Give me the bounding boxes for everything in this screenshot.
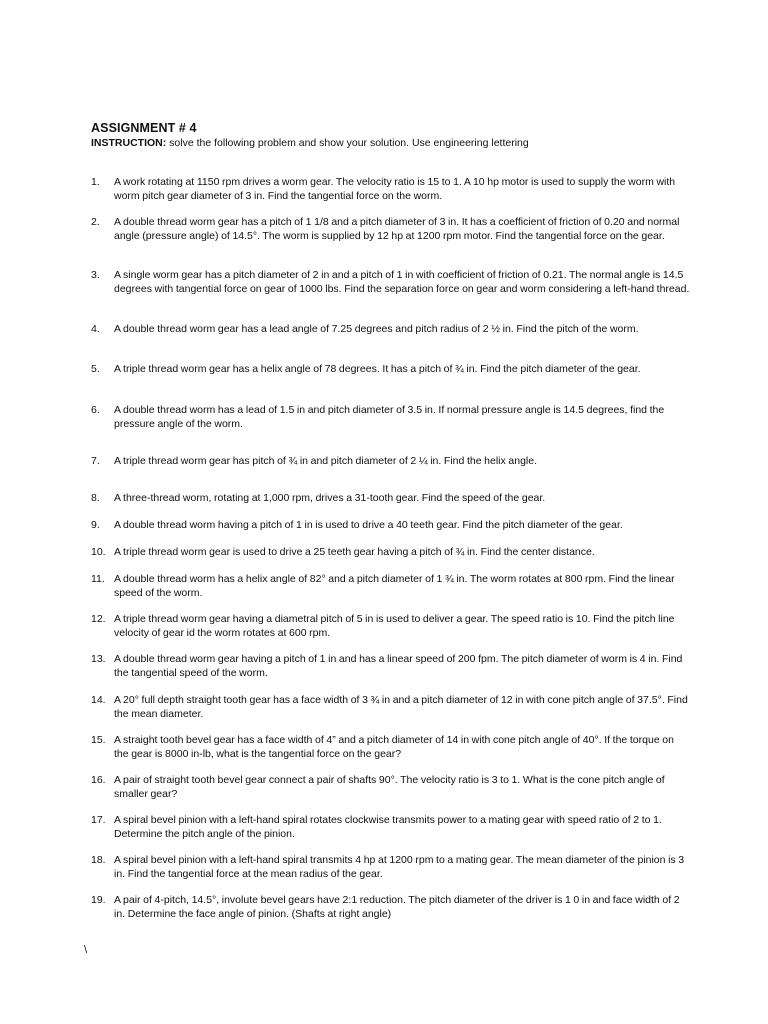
problem-text: A triple thread worm gear has a helix angle of 78 degrees. It has a pitch of ¾ in. Find the pitch diameter of the gear. (114, 363, 641, 375)
problem-item (91, 854, 691, 881)
problem-text: A triple thread worm gear having a diametral pitch of 5 in is used to deliver a gear. The speed ratio is 10. Find the pitch line velocity of gear id the worm rotates at 600 rpm. (114, 613, 675, 639)
problem-item (91, 653, 691, 680)
problem-item (91, 894, 691, 921)
problem-text: A double thread worm gear has a pitch of 1 1/8 and a pitch diameter of 3 in. It has a coefficient of friction of 0.20 and normal angle (pressure angle) of 14.5°. The worm is supplied by 12 hp at 1200 rpm motor. Find the tangential force on the gear. (114, 216, 680, 242)
problem-number: 3. (91, 269, 100, 281)
problem-item (91, 404, 691, 431)
problem-item (91, 519, 691, 533)
problem-item (91, 176, 691, 203)
problem-number: 12. (91, 613, 106, 625)
problem-item (91, 573, 691, 600)
problem-item (91, 774, 691, 801)
problem-number: 5. (91, 363, 100, 375)
problem-text: A straight tooth bevel gear has a face width of 4” and a pitch diameter of 14 in with cone pitch angle of 40°. If the torque on the gear is 8000 in-lb, what is the tangential force on the gear? (114, 734, 674, 760)
problem-text: A three-thread worm, rotating at 1,000 rpm, drives a 31-tooth gear. Find the speed of the gear. (114, 492, 546, 504)
problem-text: A spiral bevel pinion with a left-hand spiral transmits 4 hp at 1200 rpm to a mating gear. The mean diameter of the pinion is 3 in. Find the tangential force at the mean radius of the gear. (114, 854, 685, 880)
problem-number: 7. (91, 455, 100, 467)
problem-number: 19. (91, 894, 106, 906)
problem-item (91, 694, 691, 721)
assignment-title: ASSIGNMENT # 4 (91, 121, 197, 135)
problem-number: 16. (91, 774, 106, 786)
problem-number: 4. (91, 323, 100, 335)
problem-item (91, 269, 691, 296)
problem-number: 14. (91, 694, 106, 706)
problem-number: 15. (91, 734, 106, 746)
problem-text: A double thread worm has a helix angle of 82° and a pitch diameter of 1 ¾ in. The worm rotates at 800 rpm. Find the linear speed of the worm. (114, 573, 675, 599)
problem-text: A single worm gear has a pitch diameter of 2 in and a pitch of 1 in with coefficient of friction of 0.21. The normal angle is 14.5 degrees with tangential force on gear of 1000 lbs. Find the separation force on gear and worm considering a left-hand thread. (114, 269, 690, 295)
instruction-line (91, 137, 529, 149)
problem-item (91, 734, 691, 761)
problem-number: 13. (91, 653, 106, 665)
problem-item (91, 546, 691, 560)
problem-text: A double thread worm has a lead of 1.5 in and pitch diameter of 3.5 in. If normal pressure angle is 14.5 degrees, find the pressure angle of the worm. (114, 404, 665, 430)
problem-number: 10. (91, 546, 106, 558)
problem-item (91, 814, 691, 841)
problem-number: 9. (91, 519, 100, 531)
stray-backslash-mark: \ (84, 944, 88, 956)
problem-number: 17. (91, 814, 106, 826)
problem-number: 11. (91, 573, 105, 585)
problem-text: A pair of straight tooth bevel gear connect a pair of shafts 90°. The velocity ratio is 3 to 1. What is the cone pitch angle of smaller gear? (114, 774, 665, 800)
problem-text: A double thread worm gear having a pitch of 1 in and has a linear speed of 200 fpm. The pitch diameter of worm is 4 in. Find the tangential speed of the worm. (114, 653, 683, 679)
problem-number: 8. (91, 492, 100, 504)
instruction-label: INSTRUCTION: (91, 137, 167, 149)
problem-item (91, 455, 691, 469)
problem-text: A spiral bevel pinion with a left-hand spiral rotates clockwise transmits power to a mating gear with speed ratio of 2 to 1. Determine the pitch angle of the pinion. (114, 814, 662, 840)
problem-number: 6. (91, 404, 100, 416)
problem-text: A triple thread worm gear has pitch of ¾ in and pitch diameter of 2 ¼ in. Find the helix angle. (114, 455, 537, 467)
problem-text: A double thread worm having a pitch of 1 in is used to drive a 40 teeth gear. Find the pitch diameter of the gear. (114, 519, 623, 531)
problem-number: 2. (91, 216, 100, 228)
problem-item (91, 363, 691, 377)
problem-item (91, 492, 691, 506)
problem-text: A pair of 4-pitch, 14.5°, involute bevel gears have 2:1 reduction. The pitch diameter of the driver is 1 0 in and face width of 2 in. Determine the face angle of pinion. (Shafts at right angle) (114, 894, 680, 920)
problem-item (91, 216, 691, 243)
problem-text: A double thread worm gear has a lead angle of 7.25 degrees and pitch radius of 2 ½ in. Find the pitch of the worm. (114, 323, 639, 335)
problem-number: 1. (91, 176, 100, 188)
problem-text: A 20° full depth straight tooth gear has a face width of 3 ¾ in and a pitch diameter of 12 in with cone pitch angle of 37.5°. Find the mean diameter. (114, 694, 688, 720)
problem-text: A work rotating at 1150 rpm drives a worm gear. The velocity ratio is 15 to 1. A 10 hp motor is used to supply the worm with worm pitch gear diameter of 3 in. Find the tangential force on the worm. (114, 176, 676, 202)
problem-number: 18. (91, 854, 106, 866)
problem-text: A triple thread worm gear is used to drive a 25 teeth gear having a pitch of ¾ in. Find the center distance. (114, 546, 595, 558)
problem-item (91, 613, 691, 640)
problem-item (91, 323, 691, 337)
instruction-text: solve the following problem and show your solution. Use engineering lettering (166, 137, 529, 149)
